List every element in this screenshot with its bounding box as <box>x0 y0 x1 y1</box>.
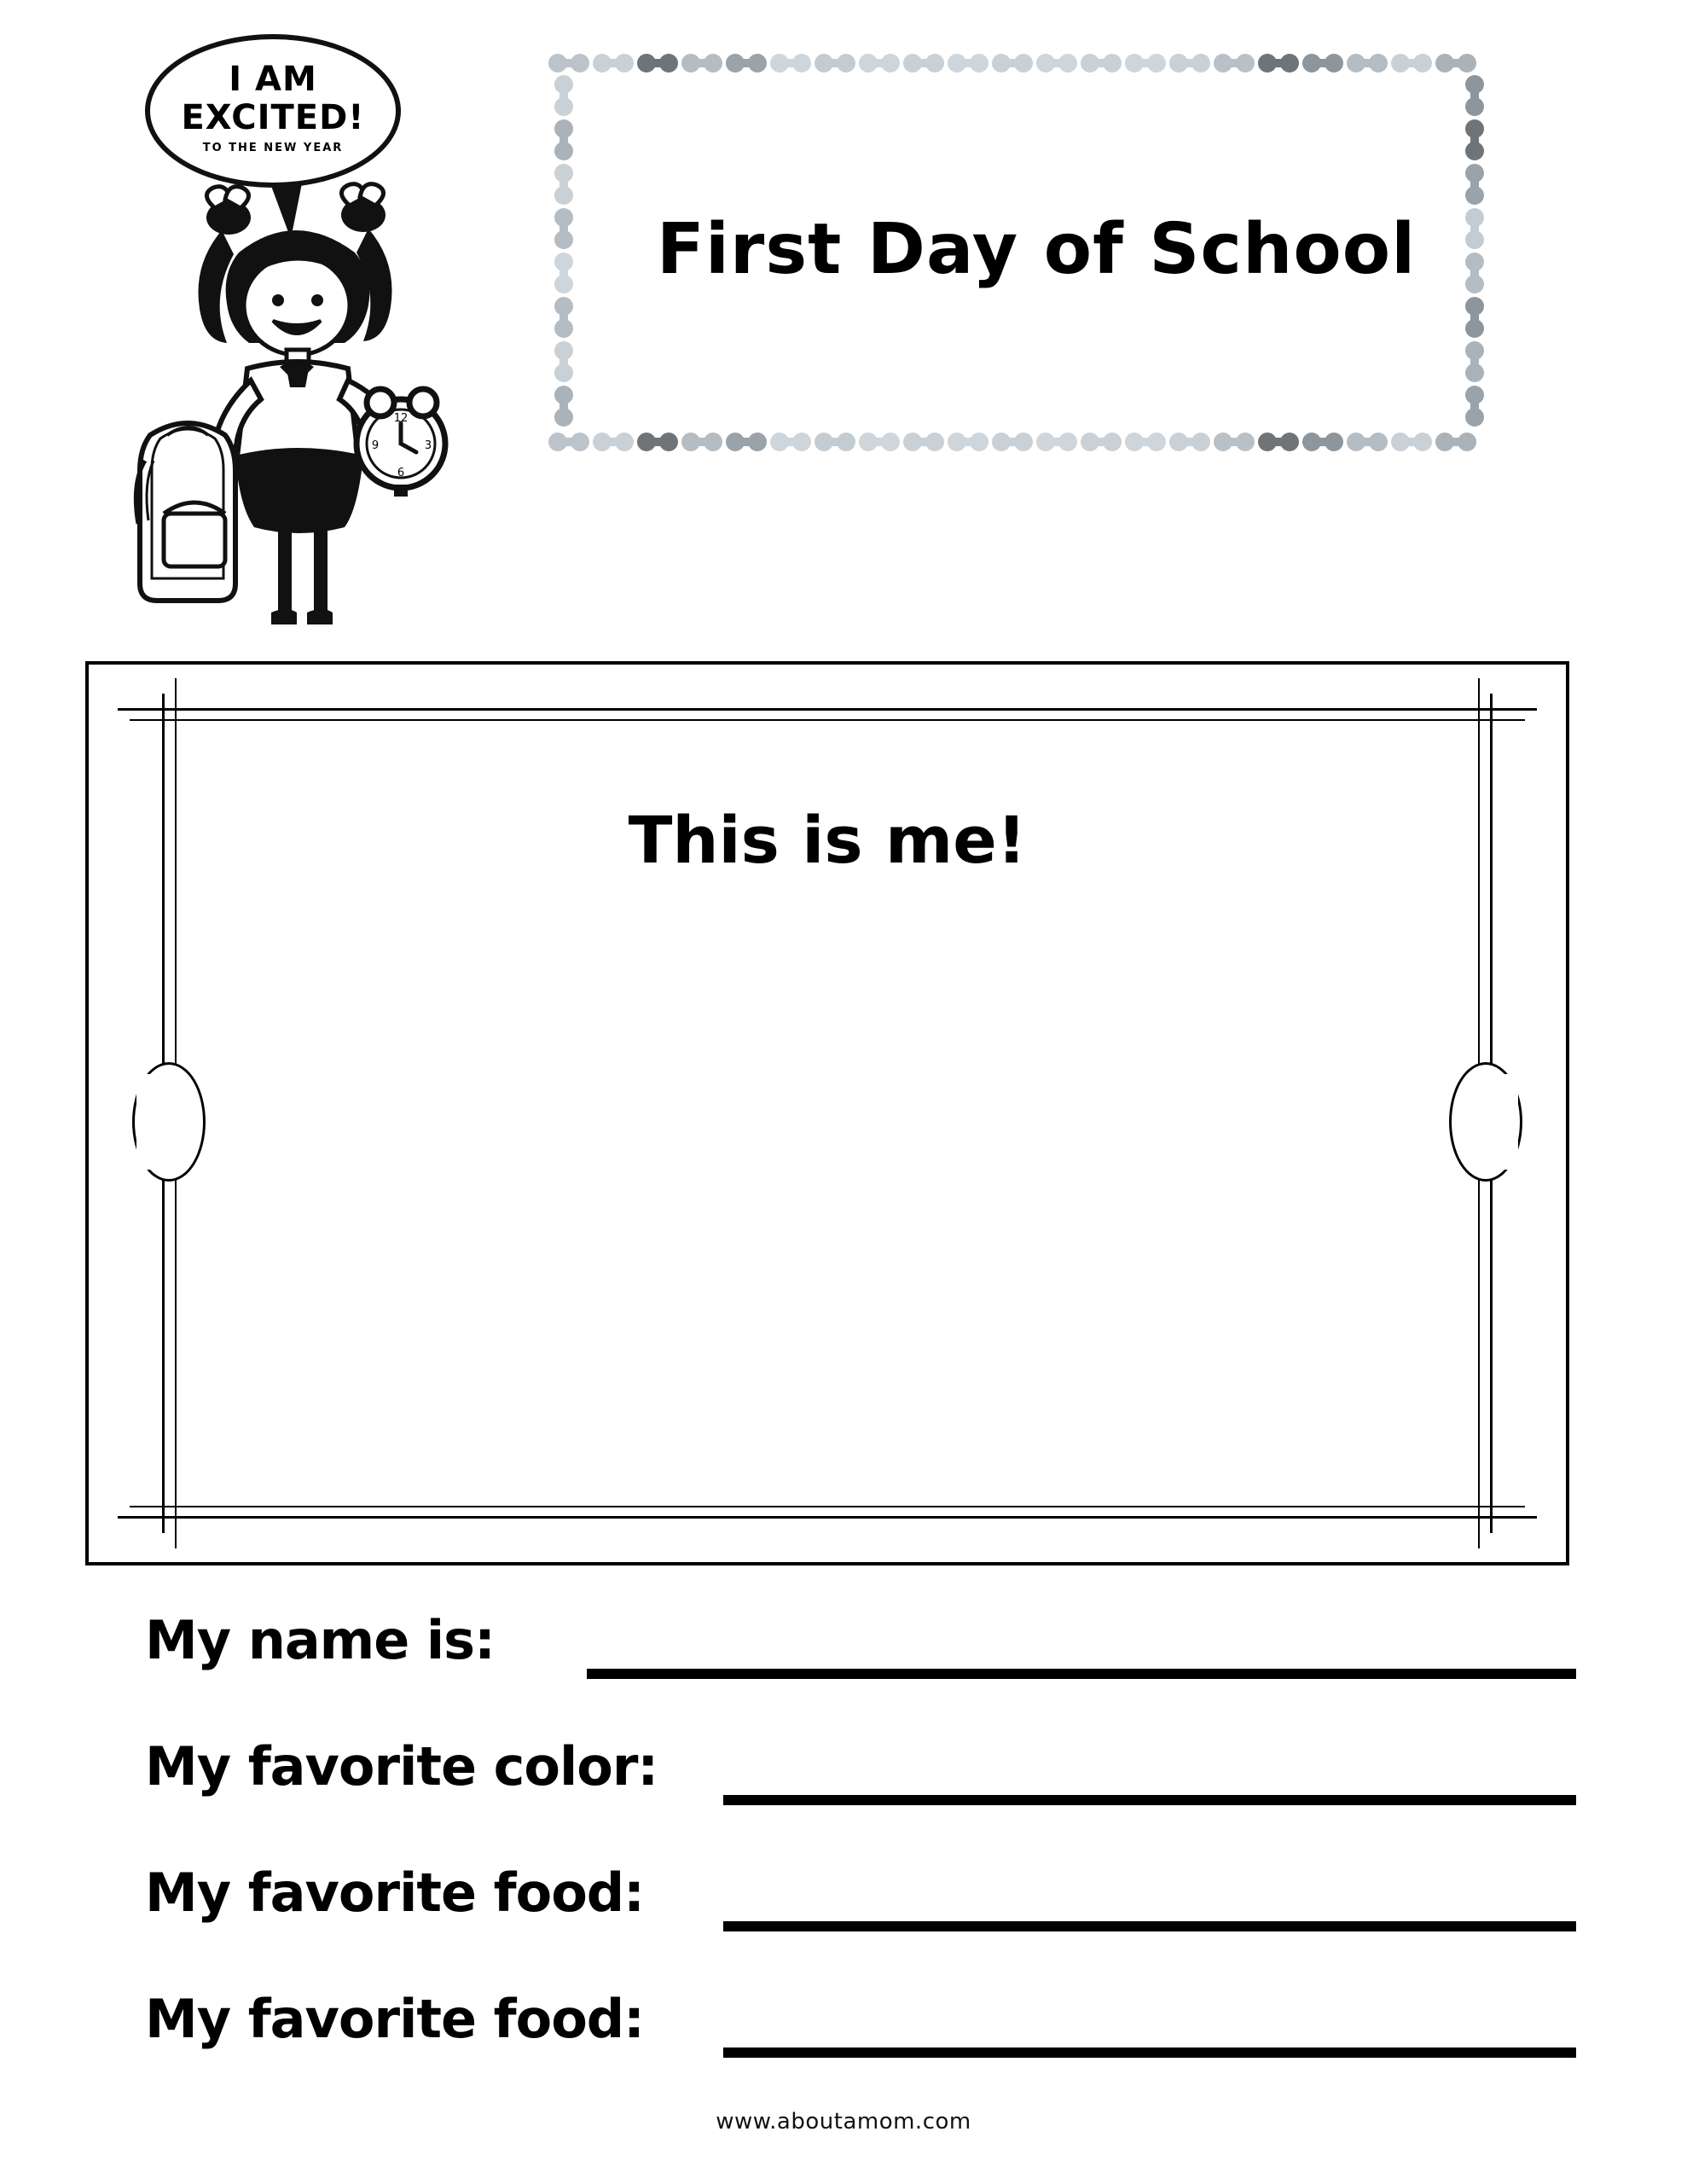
prompt-row-favorite-color <box>0 1722 1687 1848</box>
prompt-label-name: My name is: <box>145 1609 495 1671</box>
prompt-row-name <box>0 1595 1687 1722</box>
prompt-label-favorite-food-1: My favorite food: <box>145 1862 644 1924</box>
prompt-input-name[interactable] <box>587 1669 1576 1679</box>
speech-bubble <box>145 34 401 188</box>
prompt-label-favorite-food-2: My favorite food: <box>145 1988 644 2050</box>
speech-bubble-line-1: I AM <box>229 60 317 99</box>
prompt-label-favorite-color: My favorite color: <box>145 1735 658 1798</box>
svg-text:6: 6 <box>397 467 405 479</box>
photo-frame[interactable] <box>85 661 1569 1565</box>
prompt-list <box>0 1595 1687 2100</box>
svg-text:9: 9 <box>371 439 380 452</box>
speech-bubble-line-2: EXCITED! <box>181 98 365 137</box>
prompt-row-favorite-food-1 <box>0 1848 1687 1974</box>
prompt-input-favorite-color[interactable] <box>723 1795 1576 1805</box>
svg-text:3: 3 <box>424 439 432 452</box>
prompt-row-favorite-food-2 <box>0 1974 1687 2100</box>
photo-frame-label: This is me! <box>628 802 1027 878</box>
frame-ornament-left-mask <box>136 1074 167 1170</box>
prompt-input-favorite-food-1[interactable] <box>723 1921 1576 1931</box>
alarm-clock-icon <box>357 389 445 497</box>
frame-ornament-right-mask <box>1487 1074 1518 1170</box>
page-header <box>0 0 1687 665</box>
svg-text:12: 12 <box>393 412 409 425</box>
title-frame <box>546 47 1527 491</box>
page-title: First Day of School <box>656 209 1417 290</box>
speech-bubble-line-3: TO THE NEW YEAR <box>202 142 344 154</box>
backpack-icon <box>136 423 235 601</box>
header-clipart <box>119 26 529 657</box>
speech-bubble-tail <box>269 179 303 239</box>
footer-url[interactable]: www.aboutamom.com <box>716 2109 971 2135</box>
girl-illustration <box>119 179 529 657</box>
prompt-input-favorite-food-2[interactable] <box>723 2048 1576 2058</box>
